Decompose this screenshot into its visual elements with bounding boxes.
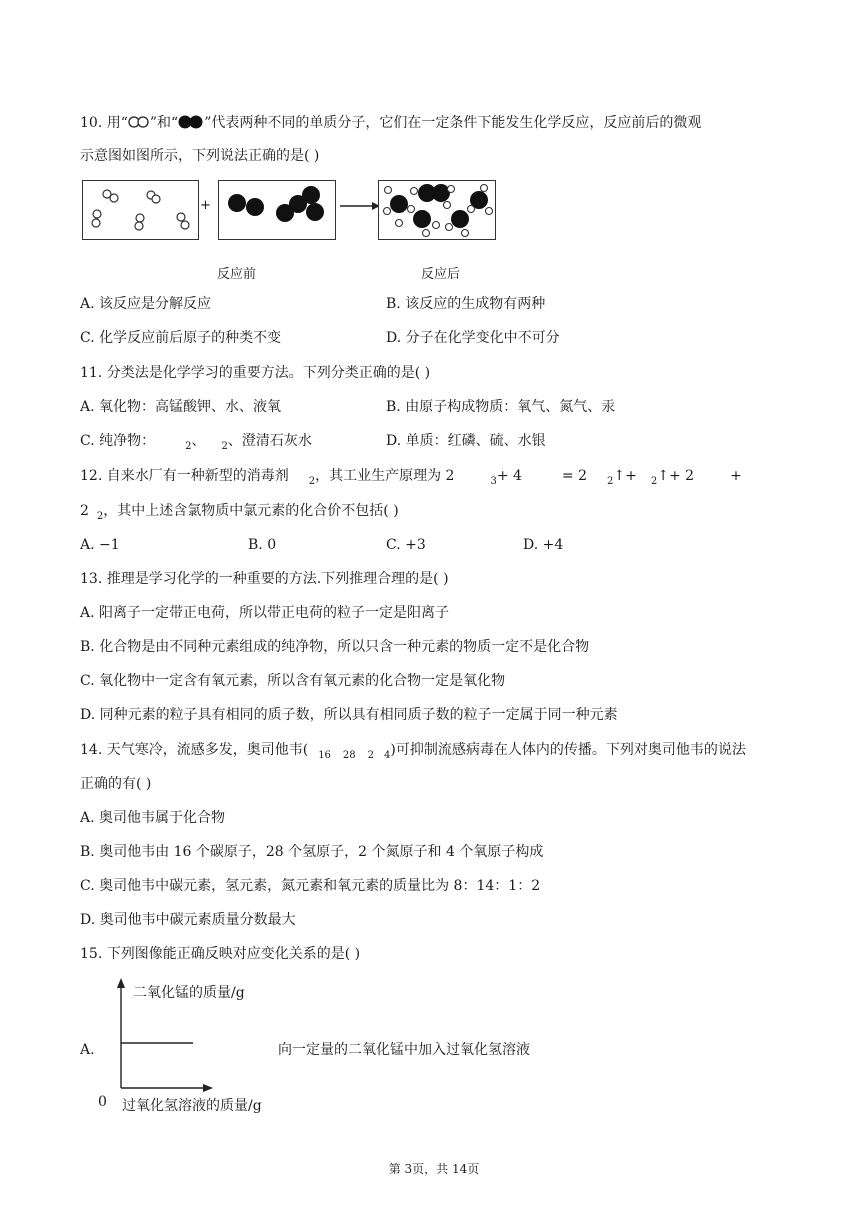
q11-stem: 11. 分类法是化学学习的重要方法。下列分类正确的是( ) bbox=[80, 365, 431, 381]
q12-eq-1: + 4 bbox=[496, 468, 522, 484]
q14-line1 bbox=[80, 740, 746, 762]
atom bbox=[390, 195, 408, 213]
atom bbox=[451, 210, 469, 228]
atom bbox=[433, 222, 440, 229]
atom bbox=[385, 187, 392, 194]
q14-sub-c: 16 bbox=[318, 750, 331, 761]
product-molecules-drawing bbox=[379, 181, 495, 239]
q13-stem: 13. 推理是学习化学的一种重要的方法.下列推理合理的是( ) bbox=[80, 571, 449, 587]
atom bbox=[302, 186, 320, 204]
reaction-arrow-icon bbox=[340, 201, 380, 211]
atom bbox=[181, 221, 189, 229]
atom bbox=[432, 184, 450, 202]
atom bbox=[92, 219, 100, 227]
q14-sub-o: 4 bbox=[384, 750, 391, 761]
q12-l1-b: ，其工业生产原理为 2 bbox=[315, 468, 455, 484]
black-molecule-icon bbox=[178, 115, 204, 129]
q13-option-a: A. 阳离子一定带正电荷，所以带正电荷的粒子一定是阳离子 bbox=[80, 605, 450, 621]
q11-option-d: D. 单质：红磷、硫、水银 bbox=[386, 433, 546, 449]
atom bbox=[396, 220, 403, 227]
atom bbox=[444, 202, 451, 209]
q12-eq-4: ↑+ 2 bbox=[657, 468, 695, 484]
x-axis-arrow bbox=[203, 1084, 213, 1092]
black-molecules-drawing bbox=[219, 181, 335, 239]
white-molecules-drawing bbox=[83, 181, 198, 239]
q10-option-c: C. 化学反应前后原子的种类不变 bbox=[80, 330, 282, 346]
chart-origin: 0 bbox=[98, 1094, 107, 1110]
reactant-black-box bbox=[218, 180, 336, 240]
q12-line2 bbox=[80, 501, 399, 523]
q10-line2: 示意图如图所示，下列说法正确的是( ) bbox=[80, 148, 320, 164]
q11-c-sub1: 2 bbox=[185, 441, 192, 452]
reactant-white-box bbox=[82, 180, 199, 240]
atom bbox=[411, 188, 418, 195]
atom bbox=[246, 198, 264, 216]
q15-option-a-label: A. bbox=[80, 1042, 95, 1058]
atom bbox=[462, 230, 469, 237]
atom bbox=[486, 208, 493, 215]
q12-l2-b: ，其中上述含氯物质中氯元素的化合价不包括( ) bbox=[103, 503, 399, 519]
q14-l1-a: 14. 天气寒冷，流感多发，奥司他韦( bbox=[80, 742, 309, 758]
atom bbox=[481, 185, 488, 192]
q14-option-d: D. 奥司他韦中碳元素质量分数最大 bbox=[80, 912, 296, 928]
page-footer: 第 3页，共 14页 bbox=[388, 1162, 480, 1176]
q14-option-a: A. 奥司他韦属于化合物 bbox=[80, 810, 226, 826]
y-axis-arrow bbox=[117, 978, 125, 988]
atom bbox=[136, 214, 144, 222]
q11-c-sub2: 2 bbox=[221, 441, 228, 452]
atom bbox=[423, 230, 430, 237]
atom bbox=[468, 206, 475, 213]
atom bbox=[448, 186, 455, 193]
q11-option-a: A. 氧化物：高锰酸钾、水、液氧 bbox=[80, 399, 282, 415]
q11-option-b: B. 由原子构成物质：氧气、氮气、汞 bbox=[386, 399, 616, 415]
q15-stem: 15. 下列图像能正确反映对应变化关系的是( ) bbox=[80, 946, 361, 962]
q15-option-a-desc: 向一定量的二氧化锰中加入过氧化氢溶液 bbox=[278, 1042, 530, 1058]
q13-option-b: B. 化合物是由不同种元素组成的纯净物，所以只含一种元素的物质一定不是化合物 bbox=[80, 639, 590, 655]
q12-l2-a: 2 bbox=[80, 503, 89, 519]
plus-sign: + bbox=[200, 198, 211, 213]
q12-sub-e: 2 bbox=[96, 511, 104, 522]
q12-l1-a: 12. 自来水厂有一种新型的消毒剂 bbox=[80, 468, 289, 484]
q10-line1 bbox=[80, 113, 701, 133]
atom bbox=[93, 210, 101, 218]
q10-line1-post: ”代表两种不同的单质分子，它们在一定条件下能发生化学反应，反应前后的微观 bbox=[204, 115, 702, 131]
q11-c-suffix: 、澄清石灰水 bbox=[227, 433, 312, 449]
atom bbox=[446, 224, 453, 231]
q12-sub-d: 2 bbox=[650, 476, 658, 487]
q10-option-d: D. 分子在化学变化中不可分 bbox=[386, 330, 560, 346]
atom bbox=[413, 210, 431, 228]
q14-option-c: C. 奥司他韦中碳元素，氢元素，氮元素和氧元素的质量比为 8：14：1：2 bbox=[80, 878, 541, 894]
q13-option-c: C. 氧化物中一定含有氧元素，所以含有氧元素的化合物一定是氧化物 bbox=[80, 673, 506, 689]
caption-before: 反应前 bbox=[217, 267, 257, 282]
q14-line2: 正确的有( ) bbox=[80, 776, 152, 792]
q13-option-d: D. 同种元素的粒子具有相同的质子数，所以具有相同质子数的粒子一定属于同一种元素 bbox=[80, 707, 618, 723]
q12-line1 bbox=[80, 466, 742, 488]
atom bbox=[384, 208, 391, 215]
q10-option-b: B. 该反应的生成物有两种 bbox=[386, 296, 546, 312]
q12-eq-2: = 2 bbox=[561, 468, 588, 484]
q10-line1-pre: 10. 用“ bbox=[80, 115, 128, 131]
q12-option-d: D. +4 bbox=[523, 537, 564, 553]
q11-c-prefix: C. 纯净物： bbox=[80, 433, 156, 449]
q10-option-a: A. 该反应是分解反应 bbox=[80, 296, 212, 312]
q15-chart bbox=[115, 978, 215, 1088]
atom bbox=[110, 194, 118, 202]
chart-x-label: 过氧化氢溶液的质量/g bbox=[122, 1098, 262, 1114]
atom bbox=[177, 213, 185, 221]
q14-l1-b: )可抑制流感病毒在人体内的传播。下列对奥司他韦的说法 bbox=[390, 742, 746, 758]
atom bbox=[228, 194, 246, 212]
q12-sub-b: 3 bbox=[490, 476, 497, 487]
q11-option-c bbox=[80, 431, 312, 453]
product-box bbox=[378, 180, 496, 240]
caption-after: 反应后 bbox=[421, 267, 461, 282]
q12-option-c: C. +3 bbox=[386, 537, 426, 553]
q12-option-a: A. −1 bbox=[80, 537, 120, 553]
q14-sub-n: 2 bbox=[367, 750, 375, 761]
q12-sub-c: 2 bbox=[607, 476, 614, 487]
atom bbox=[306, 203, 324, 221]
q12-option-b: B. 0 bbox=[248, 537, 277, 553]
chart-y-label: 二氧化锰的质量/g bbox=[133, 985, 245, 1001]
q12-eq-3: ↑+ bbox=[613, 468, 637, 484]
q14-option-b: B. 奥司他韦由 16 个碳原子，28 个氢原子，2 个氮原子和 4 个氧原子构成 bbox=[80, 844, 544, 860]
q11-c-sep: 、 bbox=[191, 433, 206, 449]
white-molecule-icon bbox=[128, 116, 150, 128]
q14-sub-h: 28 bbox=[342, 750, 356, 761]
q10-line1-mid: ”和“ bbox=[149, 115, 179, 131]
atom bbox=[152, 195, 160, 203]
atom bbox=[135, 222, 143, 230]
q12-sub-a: 2 bbox=[308, 476, 316, 487]
atom bbox=[408, 206, 415, 213]
q12-eq-5: + bbox=[730, 468, 742, 484]
